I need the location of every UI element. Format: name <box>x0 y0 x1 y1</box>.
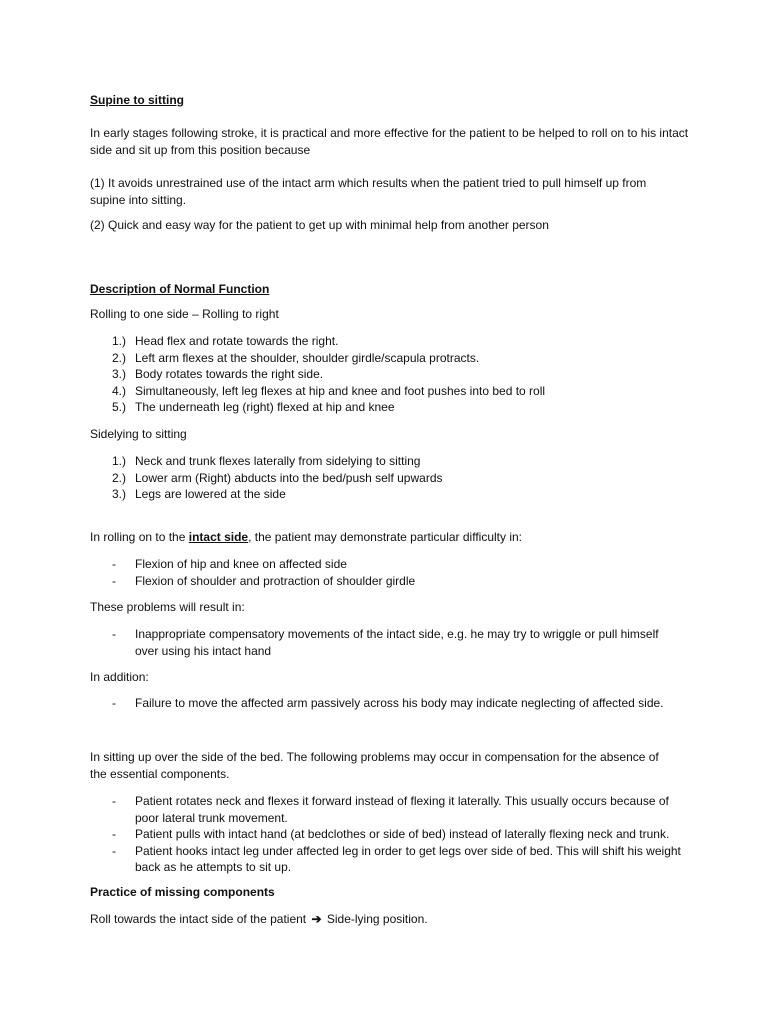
list-item-text: Failure to move the affected arm passively across his body may indicate neglecting of affected side. <box>135 696 664 710</box>
addition-title: In addition: <box>90 670 149 684</box>
list-item-text: Flexion of hip and knee on affected side <box>135 557 347 571</box>
bullet-dash: - <box>112 696 116 710</box>
list-item <box>112 486 692 503</box>
list-number: 4.) <box>112 383 127 398</box>
list-item-text: Patient rotates neck and flexes it forward instead of flexing it laterally. This usually occurs because of poor lateral trunk movement. <box>135 794 669 825</box>
supine-reason-1: (1) It avoids unrestrained use of the intact arm which results when the patient tried to pull himself up from supine into sitting. <box>90 176 647 207</box>
list-item <box>112 556 692 573</box>
list-number: 5.) <box>112 400 127 414</box>
practice-line-before: Roll towards the intact side of the patient <box>90 912 307 926</box>
list-item <box>112 453 692 470</box>
list-item <box>112 793 687 826</box>
supine-intro-paragraph: In early stages following stroke, it is practical and more effective for the patient to be helped to roll on to his intact side and sit up from this position because <box>90 126 689 157</box>
bullet-dash: - <box>112 794 116 808</box>
difficulty-intro <box>90 529 690 546</box>
supine-reason-2: (2) Quick and easy way for the patient to get up with minimal help from another person <box>90 218 549 232</box>
result-list <box>112 626 672 659</box>
right-arrow-icon: ➔ <box>311 912 322 926</box>
list-item-text: Simultaneously, left leg flexes at hip and knee and foot pushes into bed to roll <box>135 383 546 398</box>
list-item-text: Neck and trunk flexes laterally from sidelying to sitting <box>135 454 421 468</box>
sidelying-steps-list <box>112 453 692 503</box>
difficulty-intro-before: In rolling on to the <box>90 530 189 544</box>
practice-line-after: Side-lying position. <box>326 912 428 926</box>
list-item <box>112 573 692 590</box>
list-number: 1.) <box>112 334 127 348</box>
list-item-text: Legs are lowered at the side <box>135 487 286 501</box>
sitting-intro: In sitting up over the side of the bed. The following problems may occur in compensation for the absence of the essential components. <box>90 750 659 781</box>
list-number: 1.) <box>112 454 127 468</box>
list-item <box>112 350 692 367</box>
list-item <box>112 843 687 876</box>
bullet-dash: - <box>112 627 116 641</box>
list-item-text: Patient hooks intact leg under affected leg in order to get legs over side of bed. This will shift his weight back as he attempts to sit up. <box>135 843 681 874</box>
rolling-subtitle: Rolling to one side – Rolling to right <box>90 307 279 321</box>
list-item <box>112 626 672 659</box>
list-item-text: Lower arm (Right) abducts into the bed/push self upwards <box>135 470 443 485</box>
difficulty-intro-after: , the patient may demonstrate particular difficulty in: <box>248 530 523 544</box>
list-item-text: Left arm flexes at the shoulder, shoulder girdle/scapula protracts. <box>135 350 480 365</box>
section-heading-supine: Supine to sitting <box>90 93 184 107</box>
list-number: 2.) <box>112 350 127 365</box>
list-item <box>112 470 692 487</box>
bullet-dash: - <box>112 573 116 588</box>
practice-heading: Practice of missing components <box>90 885 275 899</box>
sitting-problems-list <box>112 793 687 876</box>
list-number: 3.) <box>112 487 127 501</box>
rolling-steps-list <box>112 333 692 416</box>
bullet-dash: - <box>112 843 116 858</box>
list-item-text: The underneath leg (right) flexed at hip and knee <box>135 400 395 414</box>
list-item-text: Patient pulls with intact hand (at bedclothes or side of bed) instead of laterally flexing neck and trunk. <box>135 827 670 841</box>
intact-side-emphasis: intact side <box>188 530 249 544</box>
list-item <box>112 695 692 712</box>
list-item-text: Head flex and rotate towards the right. <box>135 334 339 348</box>
list-number: 3.) <box>112 367 127 381</box>
list-item-text: Flexion of shoulder and protraction of shoulder girdle <box>135 573 416 588</box>
bullet-dash: - <box>112 557 116 571</box>
bullet-dash: - <box>112 827 116 841</box>
list-item-text: Body rotates towards the right side. <box>135 367 324 381</box>
result-title: These problems will result in: <box>90 600 245 614</box>
practice-line <box>90 911 690 928</box>
list-item-text: Inappropriate compensatory movements of the intact side, e.g. he may try to wriggle or pull himself over using his intact hand <box>135 627 659 658</box>
list-item <box>112 366 692 383</box>
list-item <box>112 826 687 843</box>
sidelying-subtitle: Sidelying to sitting <box>90 427 187 441</box>
list-item <box>112 399 692 416</box>
section-heading-normal-function: Description of Normal Function <box>90 282 270 296</box>
list-number: 2.) <box>112 470 127 485</box>
addition-list <box>112 695 692 712</box>
list-item <box>112 333 692 350</box>
list-item <box>112 383 692 400</box>
difficulty-list <box>112 556 692 589</box>
